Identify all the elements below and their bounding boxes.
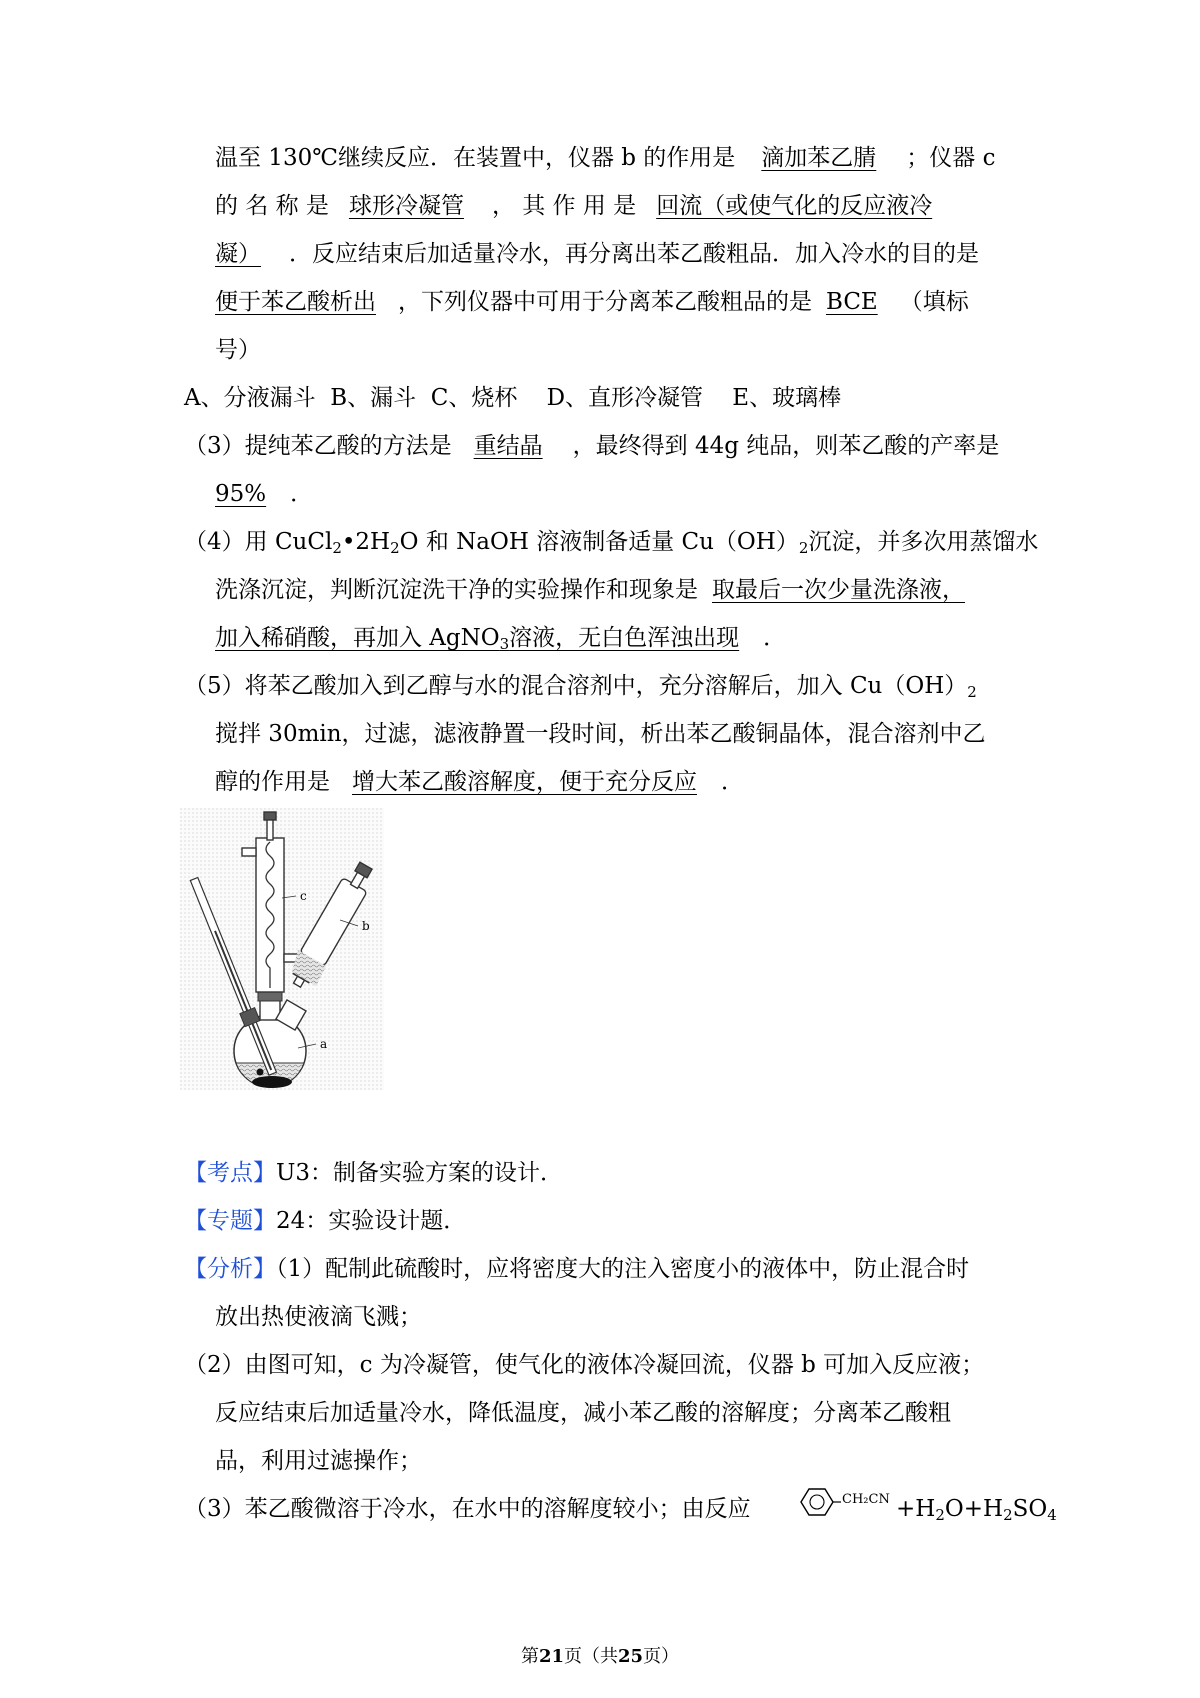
line-2-3: 凝） ．反应结束后加适量冷水，再分离出苯乙酸粗品．加入冷水的目的是	[215, 241, 979, 267]
fenxi-tag: 【分析】	[184, 1256, 276, 1282]
kaodian-line: 【考点】U3：制备实验方案的设计．	[184, 1160, 564, 1186]
flask-residue	[252, 1076, 292, 1088]
apparatus-diagram	[180, 808, 384, 1090]
q3-line-2: 95% ．	[215, 481, 314, 507]
page-number: 21	[538, 1646, 564, 1667]
q4-line-1: （4）用 $CuCl_2•2H_2O$ 和 NaOH 溶液制备适量 $Cu(OH)_2$沉淀，并多次用蒸馏水	[184, 529, 1039, 557]
q5-line-1: （5）将苯乙酸加入到乙醇与水的混合溶剂中，充分溶解后，加入 $Cu(OH)_2$	[184, 673, 977, 701]
answer-wash-test-1: 取最后一次少量洗涤液，	[712, 577, 965, 603]
analysis-3-line-1: （3）苯乙酸微溶于冷水，在水中的溶解度较小；由反应	[184, 1496, 751, 1522]
fenxi-line-2: 放出热使液滴飞溅；	[215, 1304, 422, 1330]
label-a: a	[320, 1037, 328, 1051]
label-b: b	[362, 919, 370, 933]
benzyl-cyanide-structure	[795, 1485, 895, 1519]
q4-line-3: 加入稀硝酸，再加入 AgNO$_3$溶液，无白色浑浊出现 ．	[215, 625, 787, 653]
fenxi-line-1: 【分析】（1）配制此硫酸时，应将密度大的注入密度小的液体中，防止混合时	[184, 1256, 970, 1282]
answer-c-function-cont: 凝）	[215, 241, 261, 267]
answer-c-function: 回流（或使气化的反应液冷	[656, 193, 933, 219]
answer-purification: 重结晶	[473, 433, 543, 459]
equation-reagents: $+H_2O+H_2SO_4$	[896, 1496, 1057, 1524]
q4-line-2: 洗涤沉淀，判断沉淀洗干净的实验操作和现象是 取最后一次少量洗涤液，	[215, 577, 965, 603]
page-footer: 第21页（共25页）	[520, 1646, 680, 1667]
answer-b-function: 滴加苯乙腈	[761, 145, 877, 171]
analysis-2-line-1: （2）由图可知，c 为冷凝管，使气化的液体冷凝回流，仪器 b 可加入反应液；	[184, 1352, 985, 1378]
q5-line-3: 醇的作用是 增大苯乙酸溶解度，便于充分反应 ．	[215, 769, 744, 795]
answer-c-name: 球形冷凝管	[348, 193, 464, 219]
options-line: A、分液漏斗 B、漏斗 C、烧杯 D、直形冷凝管 E、玻璃棒	[184, 385, 842, 411]
line-2-2: 的 名 称 是 球形冷凝管 ， 其 作 用 是 回流（或使气化的反应液冷	[215, 193, 933, 219]
line-2-5: 号）	[215, 337, 261, 363]
answer-yield: 95%	[215, 481, 267, 507]
analysis-2-line-3: 品，利用过滤操作；	[215, 1448, 422, 1474]
zhuanti-line: 【专题】24：实验设计题．	[184, 1208, 467, 1234]
q3-line-1: （3）提纯苯乙酸的方法是 重结晶 ，最终得到 44g 纯品，则苯乙酸的产率是	[184, 433, 1000, 459]
thermometer-bulb	[257, 1069, 264, 1076]
kaodian-tag: 【考点】	[184, 1160, 276, 1186]
analysis-2-line-2: 反应结束后加适量冷水，降低温度，减小苯乙酸的溶解度；分离苯乙酸粗	[215, 1400, 951, 1426]
line-2-1: 温至 130℃继续反应．在装置中，仪器 b 的作用是 滴加苯乙腈 ；仪器 c	[215, 145, 996, 171]
label-c: c	[300, 889, 307, 903]
cn-group-label: CH₂CN	[842, 1492, 890, 1507]
answer-instruments: BCE	[826, 289, 878, 315]
answer-wash-test-2: 加入稀硝酸，再加入 AgNO$_3$溶液，无白色浑浊出现	[215, 625, 740, 653]
total-pages: 25	[618, 1646, 644, 1667]
zhuanti-tag: 【专题】	[184, 1208, 276, 1234]
line-2-4: 便于苯乙酸析出 ，下列仪器中可用于分离苯乙酸粗品的是 BCE （填标	[215, 289, 969, 315]
answer-cold-water: 便于苯乙酸析出	[215, 289, 376, 315]
q5-line-2: 搅拌 30min，过滤，滤液静置一段时间，析出苯乙酸铜晶体，混合溶剂中乙	[215, 721, 986, 747]
answer-ethanol-role: 增大苯乙酸溶解度，便于充分反应	[352, 769, 697, 795]
